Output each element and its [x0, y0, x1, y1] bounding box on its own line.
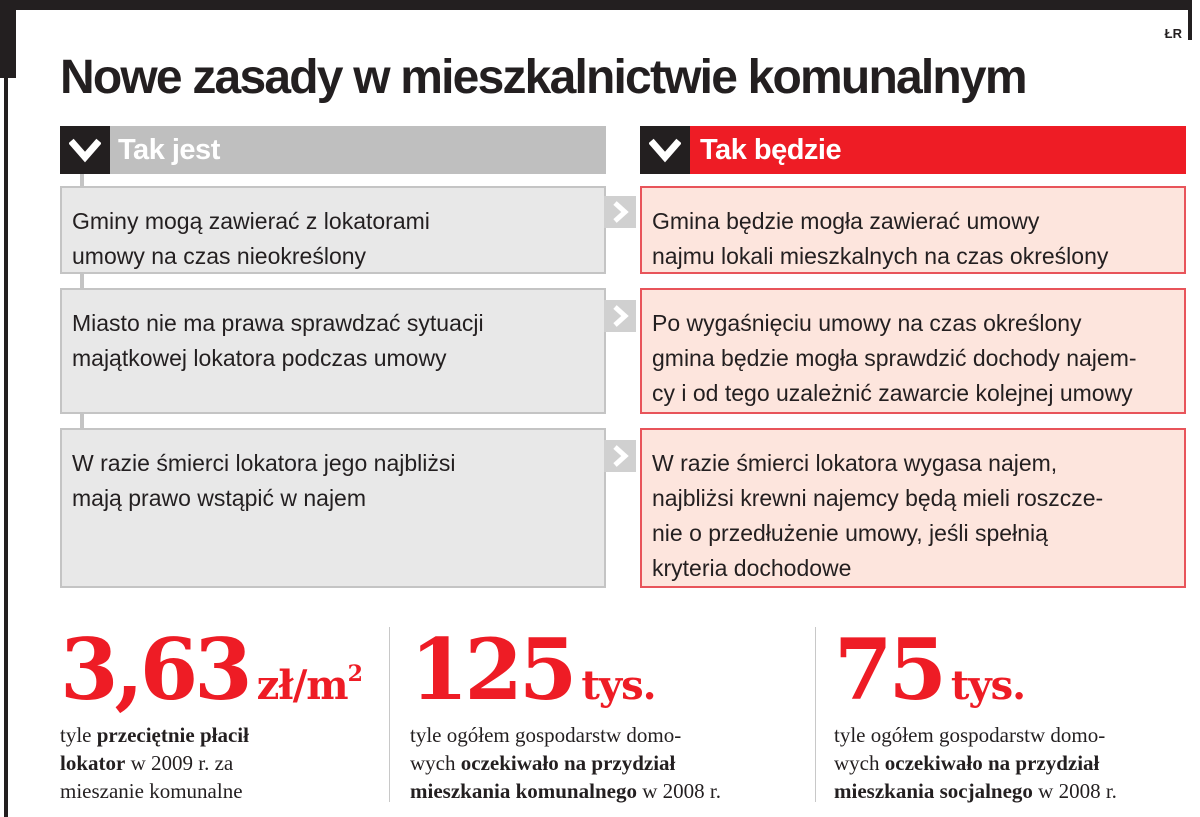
column-header-future	[640, 126, 1186, 174]
stat-value-line	[60, 620, 380, 731]
frame-left-thin-rule	[4, 78, 8, 817]
chevron-right-icon	[604, 300, 636, 332]
current-rule-box	[60, 428, 606, 588]
stat-number: 125	[410, 620, 574, 719]
text-line: kryteria dochodowe	[652, 555, 852, 581]
text-line: gmina będzie mogła sprawdzić dochody najem-	[652, 345, 1137, 371]
stat-divider	[815, 627, 816, 802]
text-line: W razie śmierci lokatora wygasa najem,	[652, 450, 1058, 476]
stat-social-waiting	[834, 620, 1194, 803]
text-line: Miasto nie ma prawa sprawdzać sytuacji	[72, 310, 484, 336]
stat-rent-price	[60, 620, 380, 803]
page-title: Nowe zasady w mieszkalnictwie komunalnym	[60, 51, 1026, 104]
stat-description: tyle ogółem gospodarstw domo- wych oczekiwało na przydział mieszkania socjalnego w 2008 r.	[834, 723, 1117, 803]
chevron-down-icon	[60, 126, 110, 174]
text-line: mają prawo wstąpić w najem	[72, 485, 367, 511]
stat-communal-waiting	[410, 620, 810, 803]
column-header-current	[60, 126, 606, 174]
column-header-label: Tak będzie	[700, 134, 842, 166]
text-line: najbliżsi krewni najemcy będą mieli roszcze-	[652, 485, 1104, 511]
frame-left-rule	[0, 0, 16, 78]
chevron-right-icon	[604, 196, 636, 228]
stat-divider	[389, 627, 390, 802]
stat-number: 3,63	[60, 620, 249, 719]
frame-right-rule	[1188, 0, 1192, 40]
stat-unit: $zł/m^2$	[256, 661, 362, 709]
stat-value-line	[834, 620, 1194, 731]
stat-unit: tys.	[950, 662, 1026, 709]
future-rule-box	[640, 288, 1186, 414]
row-connector	[80, 414, 84, 428]
source-credit: ŁR	[1164, 26, 1182, 41]
text-line: cy i od tego uzależnić zawarcie kolejnej umowy	[652, 380, 1133, 406]
text-line: majątkowej lokatora podczas umowy	[72, 345, 447, 371]
stat-description: tyle przeciętnie płacił lokator w 2009 r. za mieszanie komunalne	[60, 723, 249, 803]
stat-unit: tys.	[581, 662, 656, 709]
text-line: najmu lokali mieszkalnych na czas określony	[652, 243, 1109, 269]
row-connector	[80, 174, 84, 186]
text-line: Gminy mogą zawierać z lokatorami	[72, 208, 430, 234]
text-line: Gmina będzie mogła zawierać umowy	[652, 208, 1040, 234]
text-line: nie o przedłużenie umowy, jeśli spełnią	[652, 520, 1048, 546]
future-rule-box	[640, 186, 1186, 274]
stat-number: 75	[834, 620, 943, 719]
current-rule-box	[60, 186, 606, 274]
frame-top-rule	[0, 0, 1192, 10]
text-line: Po wygaśnięciu umowy na czas określony	[652, 310, 1082, 336]
stat-value-line	[410, 620, 810, 731]
text-line: umowy na czas nieokreślony	[72, 243, 367, 269]
stat-description: tyle ogółem gospodarstw domo- wych oczekiwało na przydział mieszkania komunalnego w 2008 r.	[410, 723, 721, 803]
chevron-down-icon	[640, 126, 690, 174]
column-header-label: Tak jest	[118, 134, 220, 166]
future-rule-box	[640, 428, 1186, 588]
current-rule-box	[60, 288, 606, 414]
row-connector	[80, 274, 84, 288]
chevron-right-icon	[604, 440, 636, 472]
text-line: W razie śmierci lokatora jego najbliżsi	[72, 450, 456, 476]
